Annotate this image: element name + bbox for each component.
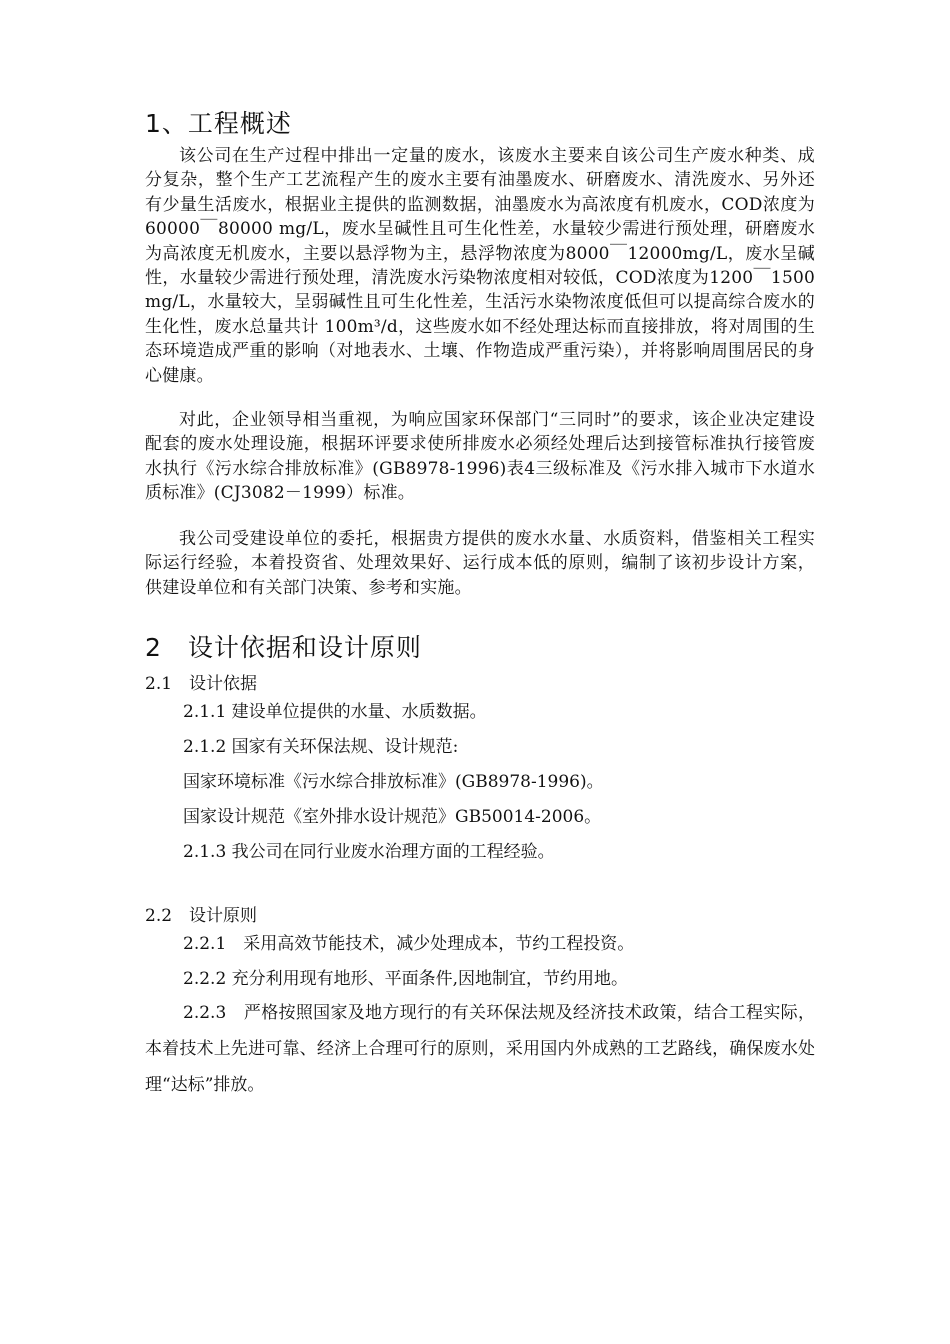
basis-item: 国家设计规范《室外排水设计规范》GB50014-2006。: [183, 806, 602, 827]
overview-paragraph-1: 该公司在生产过程中排出一定量的废水，该废水主要来自该公司生产废水种类、成分复杂，整个生产工艺流程产生的废水主要有油墨废水、研磨废水、清洗废水、另外还有少量生活废水，根据业主提供的监测数据，油墨废水为高浓度有机废水，COD浓度为60000￣80000 mg/L，废水呈碱性且可生化性差，水量较少需进行预处理，研磨废水为高浓度无机废水，主要以悬浮物为主，悬浮物浓度为8000￣12000mg/L，废水呈碱性，水量较少需进行预处理，清洗废水污染物浓度相对较低，COD浓度为1200￣1500 mg/L，水量较大，呈弱碱性且可生化性差，生活污水染物浓度低但可以提高综合废水的生化性，废水总量共计 100m³/d，这些废水如不经处理达标而直接排放，将对周围的生态环境造成严重的影响（对地表水、土壤、作物造成严重污染），并将影响周围居民的身心健康。: [145, 146, 816, 386]
section-2-title: 2 设计依据和设计原则: [145, 632, 422, 662]
basis-item: 2.1.2 国家有关环保法规、设计规范:: [183, 736, 459, 757]
overview-paragraph-3: 我公司受建设单位的委托，根据贵方提供的废水水量、水质资料，借鉴相关工程实际运行经验，本着投资省、处理效果好、运行成本低的原则，编制了该初步设计方案，供建设单位和有关部门决策、参考和实施。: [145, 528, 815, 598]
principle-item: 2.2.2 充分利用现有地形、平面条件,因地制宜，节约用地。: [183, 968, 629, 989]
basis-item: 国家环境标准《污水综合排放标准》(GB8978-1996)。: [183, 771, 604, 792]
overview-paragraph-2: 对此，企业领导相当重视，为响应国家环保部门“三同时”的要求，该企业决定建设配套的废水处理设施，根据环评要求使所排废水必须经处理后达到接管标准执行接管废水执行《污水综合排放标准》(GB8978-1996)表4三级标准及《污水排入城市下水道水质标准》(CJ3082－1999）标准。: [145, 410, 815, 504]
subsection-2-2-heading: 2.2 设计原则: [145, 905, 258, 926]
principle-item: 2.2.1 采用高效节能技术，减少处理成本，节约工程投资。: [183, 933, 635, 954]
section-1-title: 1、工程概述: [145, 109, 292, 138]
subsection-2-1-heading: 2.1 设计依据: [145, 673, 258, 694]
basis-item: 2.1.1 建设单位提供的水量、水质数据。: [183, 701, 487, 722]
document-page: [145, 100, 815, 1103]
principle-item-long: 2.2.3 严格按照国家及地方现行的有关环保法规及经济技术政策，结合工程实际，本着技术上先进可靠、经济上合理可行的原则，采用国内外成熟的工艺路线，确保废水处理“达标”排放。: [145, 1002, 815, 1095]
basis-item: 2.1.3 我公司在同行业废水治理方面的工程经验。: [183, 841, 555, 862]
